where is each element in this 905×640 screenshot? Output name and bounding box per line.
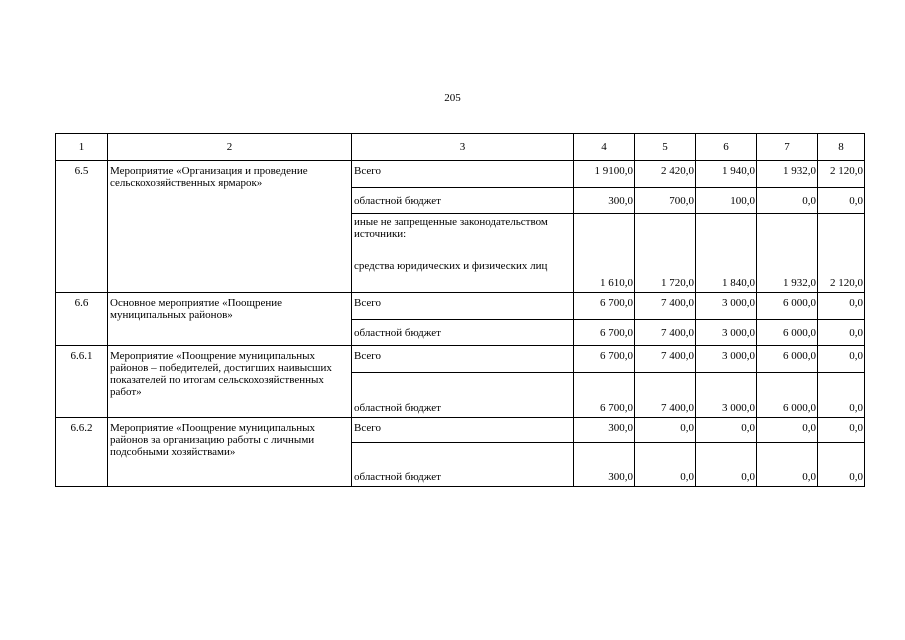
value-cell: 6 700,0 (574, 373, 635, 418)
value-cell: 0,0 (696, 418, 757, 443)
source-label: Всего (352, 293, 574, 320)
value-cell: 0,0 (757, 443, 818, 487)
value-cell: 6 700,0 (574, 320, 635, 346)
value-cell: 1 932,0 (757, 214, 818, 293)
value-cell: 0,0 (818, 443, 865, 487)
source-label: областной бюджет (352, 188, 574, 214)
value-cell: 2 120,0 (818, 161, 865, 188)
source-label: иные не запрещенные законодательством источники: (354, 216, 548, 240)
value-cell: 1 840,0 (696, 214, 757, 293)
value-cell: 6 000,0 (757, 373, 818, 418)
value-cell: 0,0 (818, 188, 865, 214)
value-cell: 6 000,0 (757, 293, 818, 320)
table-row (56, 293, 865, 320)
header-row (56, 134, 865, 161)
value-cell: 7 400,0 (635, 373, 696, 418)
row-code: 6.6 (56, 293, 108, 346)
table-row (56, 161, 865, 188)
value-cell: 0,0 (818, 293, 865, 320)
value-cell: 7 400,0 (635, 293, 696, 320)
value-cell: 3 000,0 (696, 293, 757, 320)
value-cell: 1 9100,0 (574, 161, 635, 188)
header-cell: 1 (56, 134, 108, 161)
value-cell: 1 940,0 (696, 161, 757, 188)
value-cell: 3 000,0 (696, 373, 757, 418)
value-cell: 2 120,0 (818, 214, 865, 293)
header-cell: 7 (757, 134, 818, 161)
header-cell: 3 (352, 134, 574, 161)
value-cell: 0,0 (635, 418, 696, 443)
value-cell: 700,0 (635, 188, 696, 214)
value-cell: 300,0 (574, 443, 635, 487)
value-cell: 0,0 (635, 443, 696, 487)
value-cell: 300,0 (574, 418, 635, 443)
row-name: Основное мероприятие «Поощрение муниципальных районов» (108, 293, 352, 346)
source-label: областной бюджет (352, 320, 574, 346)
value-cell: 0,0 (696, 443, 757, 487)
value-cell: 1 932,0 (757, 161, 818, 188)
header-cell: 5 (635, 134, 696, 161)
value-cell: 1 610,0 (574, 214, 635, 293)
value-cell: 0,0 (818, 320, 865, 346)
row-code: 6.6.1 (56, 346, 108, 418)
value-cell: 0,0 (818, 373, 865, 418)
value-cell: 3 000,0 (696, 346, 757, 373)
source-label: областной бюджет (352, 373, 574, 418)
source-label: Всего (352, 161, 574, 188)
source-label: Всего (352, 346, 574, 373)
value-cell: 1 720,0 (635, 214, 696, 293)
value-cell: 6 000,0 (757, 346, 818, 373)
value-cell: 100,0 (696, 188, 757, 214)
row-name: Мероприятие «Поощрение муниципальных районов за организацию работы с личными подсобными хозяйствами» (108, 418, 352, 487)
row-name: Мероприятие «Поощрение муниципальных районов – победителей, достигших наивысших показателей по итогам сельскохозяйственных работ» (108, 346, 352, 418)
source-group (352, 214, 574, 293)
header-cell: 8 (818, 134, 865, 161)
value-cell: 0,0 (757, 418, 818, 443)
value-cell: 7 400,0 (635, 346, 696, 373)
value-cell: 3 000,0 (696, 320, 757, 346)
header-cell: 6 (696, 134, 757, 161)
value-cell: 6 700,0 (574, 346, 635, 373)
page-number: 205 (444, 92, 461, 104)
value-cell: 0,0 (818, 346, 865, 373)
value-cell: 2 420,0 (635, 161, 696, 188)
value-cell: 300,0 (574, 188, 635, 214)
value-cell: 0,0 (757, 188, 818, 214)
row-code: 6.5 (56, 161, 108, 293)
value-cell: 0,0 (818, 418, 865, 443)
value-cell: 6 000,0 (757, 320, 818, 346)
budget-table (55, 133, 865, 487)
header-cell: 4 (574, 134, 635, 161)
source-label: Всего (352, 418, 574, 443)
value-cell: 7 400,0 (635, 320, 696, 346)
row-name: Мероприятие «Организация и проведение сельскохозяйственных ярмарок» (108, 161, 352, 293)
table-row (56, 346, 865, 373)
source-label: средства юридических и физических лиц (354, 260, 548, 272)
table-row (56, 418, 865, 443)
row-code: 6.6.2 (56, 418, 108, 487)
source-label: областной бюджет (352, 443, 574, 487)
header-cell: 2 (108, 134, 352, 161)
value-cell: 6 700,0 (574, 293, 635, 320)
